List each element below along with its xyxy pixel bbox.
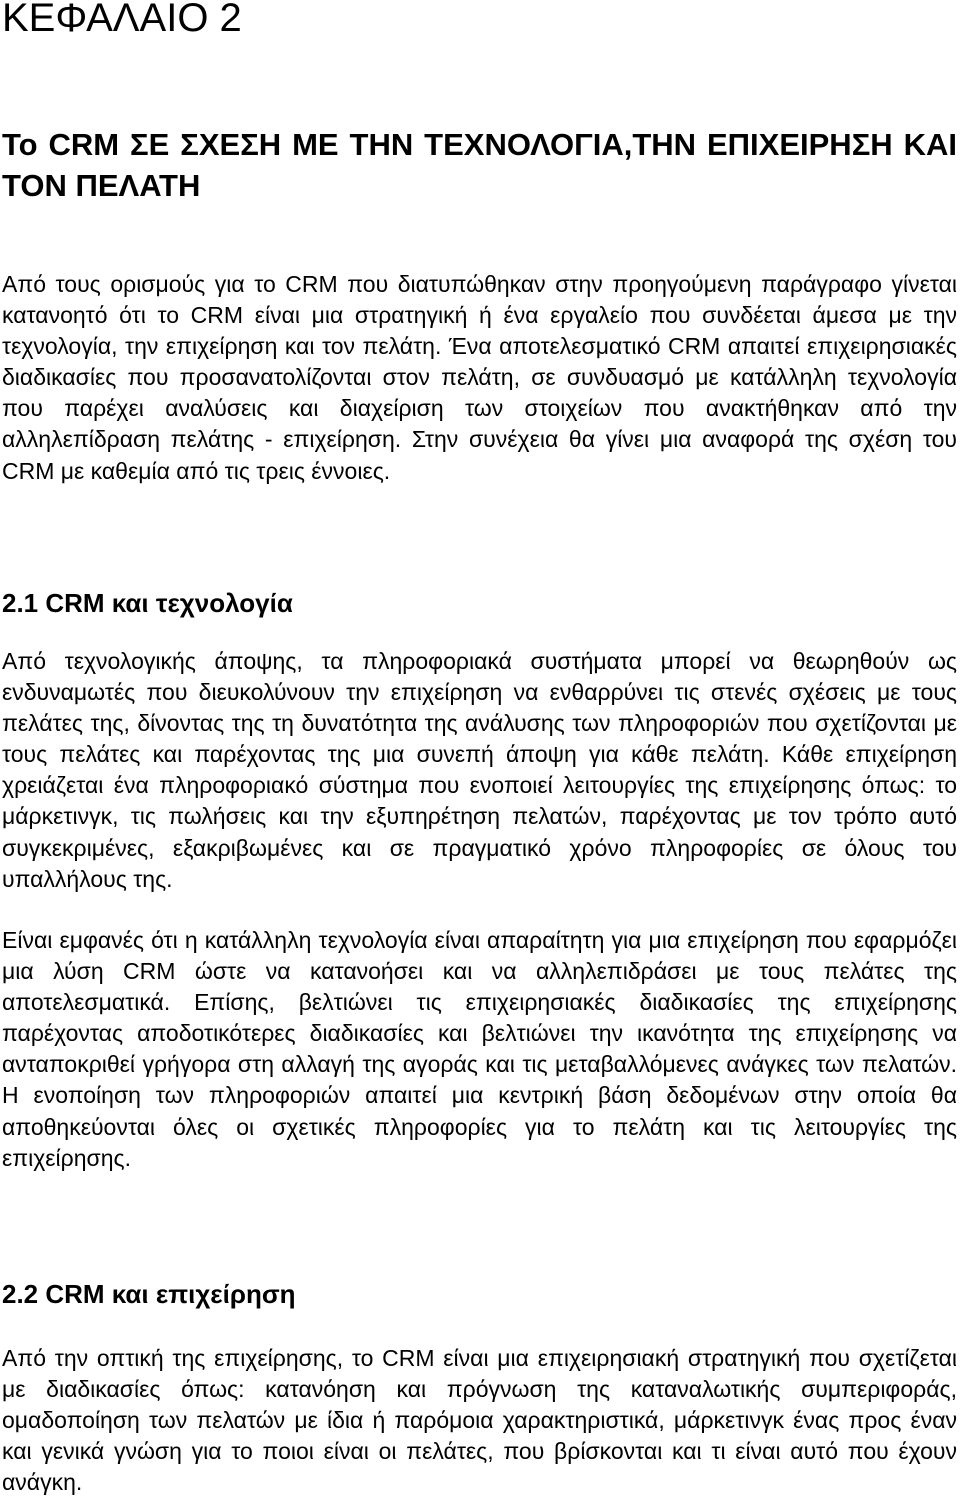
section-heading-technology: 2.1 CRM και τεχνολογία [2, 588, 293, 618]
section-business-paragraph: Από την οπτική της επιχείρησης, το CRM είναι μια επιχειρησιακή στρατηγική που σχετίζεται με διαδικασίες όπως: κατανόηση και πρόγνωση της καταναλωτικής συμπεριφοράς, ομαδοποίηση των πελατών με ίδια ή παρόμοια χαρακτηριστικά, μάρκετινγκ ένας προς έναν και γενικά γνώση για το ποιοι είναι οι πελάτες, που βρίσκονται και τι είναι αυτό που έχουν ανάγκη. [2, 1345, 957, 1496]
section-technology-paragraph: Είναι εμφανές ότι η κατάλληλη τεχνολογία είναι απαραίτητη για μια επιχείρηση που εφαρμόζει μια λύση CRM ώστε να κατανοήσει και να αλληλεπιδράσει με τους πελάτες της αποτελεσματικά. Επίσης, βελτιώνει τις επιχειρησιακές διαδικασίες της επιχείρησης παρέχοντας αποδοτικότερες διαδικασίες και βελτιώνει την ικανότητα της επιχείρησης να ανταποκριθεί γρήγορα στη αλλαγή της αγοράς και τις μεταβαλλόμενες ανάγκες των πελατών. Η ενοποίηση των πληροφοριών απαιτεί μια κεντρική βάση δεδομένων στην οποία θα αποθηκεύονται όλες οι σχετικές πληροφορίες για το πελάτη και τις λειτουργίες της επιχείρησης. [2, 927, 957, 1171]
intro-paragraph: Από τους ορισμούς για το CRM που διατυπώθηκαν στην προηγούμενη παράγραφο γίνεται κατανοητό ότι το CRM είναι μια στρατηγική ή ένα εργαλείο που συνδέεται άμεσα με την τεχνολογία, την επιχείρηση και τον πελάτη. Ένα αποτελεσματικό CRM απαιτεί επιχειρησιακές διαδικασίες που προσανατολίζονται στον πελάτη, σε συνδυασμό με κατάλληλη τεχνολογία που παρέχει αναλύσεις και διαχείριση των στοιχείων που ανακτήθηκαν από την αλληλεπίδραση πελάτης - επιχείρηση. Στην συνέχεια θα γίνει μια αναφορά της σχέση του CRM με καθεμία από τις τρεις έννοιες. [2, 271, 957, 484]
chapter-title: Το CRM ΣΕ ΣΧΕΣΗ ΜΕ ΤΗΝ ΤΕΧΝΟΛΟΓΙΑ,ΤΗΝ ΕΠΙΧΕΙΡΗΣΗ ΚΑΙ ΤΟΝ ΠΕΛΑΤΗ [2, 127, 957, 203]
chapter-heading: ΚΕΦΑΛΑΙΟ 2 [2, 0, 242, 40]
section-heading-business: 2.2 CRM και επιχείρηση [2, 1279, 296, 1309]
section-technology-paragraph: Από τεχνολογικής άποψης, τα πληροφοριακά συστήματα μπορεί να θεωρηθούν ως ενδυναμωτές που διευκολύνουν την επιχείρηση να ενθαρρύνει τις στενές σχέσεις με τους πελάτες της, δίνοντας της τη δυνατότητα της ανάλυσης των πληροφοριών που σχετίζονται με τους πελάτες και παρέχοντας της μια συνεπή άποψη για κάθε πελάτη. Κάθε επιχείρηση χρειάζεται ένα πληροφοριακό σύστημα που ενοποιεί λειτουργίες της επιχείρησης όπως: το μάρκετινγκ, τις πωλήσεις και την εξυπηρέτηση πελατών, παρέχοντας με τον τρόπο αυτό συγκεκριμένες, εξακριβωμένες και σε πραγματικό χρόνο πληροφορίες σε όλους του υπαλλήλους της. [2, 648, 957, 892]
